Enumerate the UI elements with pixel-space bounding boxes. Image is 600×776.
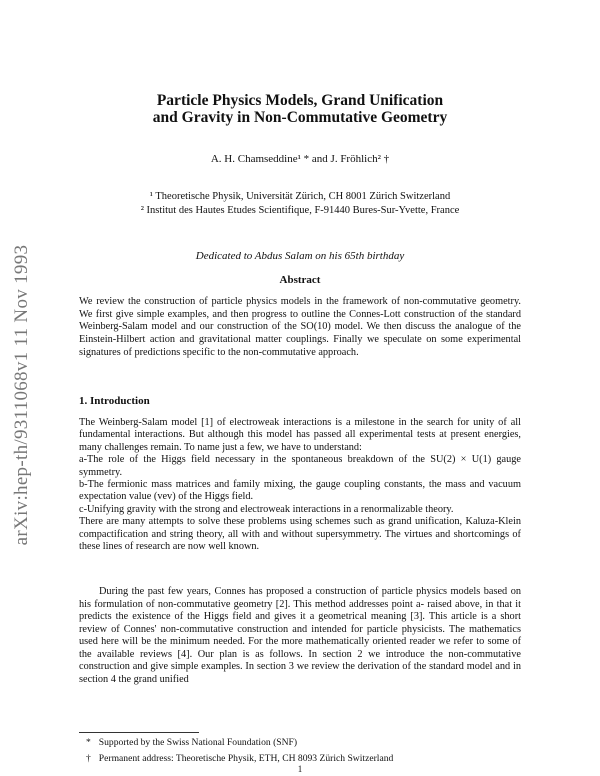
- footnote-2: [86, 753, 393, 764]
- footnote-1-mark: *: [86, 737, 91, 748]
- title-line-1: Particle Physics Models, Grand Unification: [156, 92, 444, 109]
- footnote-rule: [79, 732, 199, 733]
- intro-item-b: b-The fermionic mass matrices and family mixing, the gauge coupling constants, the mass and vacuum expectation value (vev) of the Higgs field.: [79, 479, 521, 503]
- section-heading-introduction: 1. Introduction: [79, 395, 150, 407]
- introduction-body: [79, 417, 521, 553]
- paper-title: [80, 92, 520, 126]
- footnote-2-text: Permanent address: Theoretische Physik, ETH, CH 8093 Zürich Switzerland: [98, 753, 394, 764]
- intro-paragraph-1: The Weinberg-Salam model [1] of electroweak interactions is a milestone in the search for unity of all fundamental interactions. But although this model has passed all experimental tests at present energies, many challenges remain. To name just a few, we have to understand:: [79, 417, 521, 453]
- dedication: Dedicated to Abdus Salam on his 65th birthday: [195, 250, 405, 262]
- abstract-heading: Abstract: [279, 274, 321, 286]
- affiliations: [80, 190, 520, 218]
- arxiv-sidebar-stamp: [4, 200, 40, 590]
- arxiv-id: arXiv:hep-th/9311068v1 11 Nov 1993: [11, 244, 32, 546]
- intro-paragraph-1-end: There are many attempts to solve these problems using schemes such as grand unification, Kaluza-Klein compactification and string theory, all with and without supersymmetry. The virtues and shortcomings of these lines of research are now well known.: [79, 516, 521, 553]
- footnote-2-mark: †: [86, 753, 91, 764]
- intro-item-c: c-Unifying gravity with the strong and electroweak interactions in a renormalizable theory.: [79, 503, 454, 515]
- page-number: 1: [297, 764, 303, 774]
- footnote-1-text: Supported by the Swiss National Foundation (SNF): [98, 737, 298, 748]
- abstract-text: We review the construction of particle physics models in the framework of non-commutative geometry. We first give simple examples, and then progress to outline the Connes-Lott construction of the standard Weinberg-Salam model and our construction of the SO(10) model. We then discuss the analogue of the Einstein-Hilbert action and gravitational matter couplings. Finally we speculate on some experimental signatures of predictions specific to the non-commutative approach.: [79, 296, 521, 358]
- intro-paragraph-2: During the past few years, Connes has proposed a construction of particle physics models based on his formulation of non-commutative geometry [2]. This method addresses point a- raised above, in that it predicts the existence of the Higgs field and gives it a geometrical meaning [3]. This article is a short review of Connes' non-commutative construction and intended for particle physicists. The mathematics used here will be the minimum needed. For the more mathematically oriented reader we refer to some of the available reviews [4]. Our plan is as follows. In section 2 we introduce the non-commutative construction and give simple examples. In section 3 we review the derivation of the standard model and in section 4 the grand unified: [79, 586, 521, 685]
- affiliation-1: ¹ Theoretische Physik, Universität Zürich, CH 8001 Zürich Switzerland: [149, 191, 451, 202]
- affiliation-2: ² Institut des Hautes Etudes Scientifique, F-91440 Bures-Sur-Yvette, France: [140, 205, 460, 216]
- title-line-2: and Gravity in Non-Commutative Geometry: [152, 109, 448, 126]
- intro-item-a: a-The role of the Higgs field necessary in the spontaneous breakdown of the SU(2) × U(1) gauge symmetry.: [79, 454, 521, 478]
- authors: A. H. Chamseddine¹ * and J. Fröhlich² †: [210, 153, 390, 165]
- footnote-1: [86, 737, 297, 748]
